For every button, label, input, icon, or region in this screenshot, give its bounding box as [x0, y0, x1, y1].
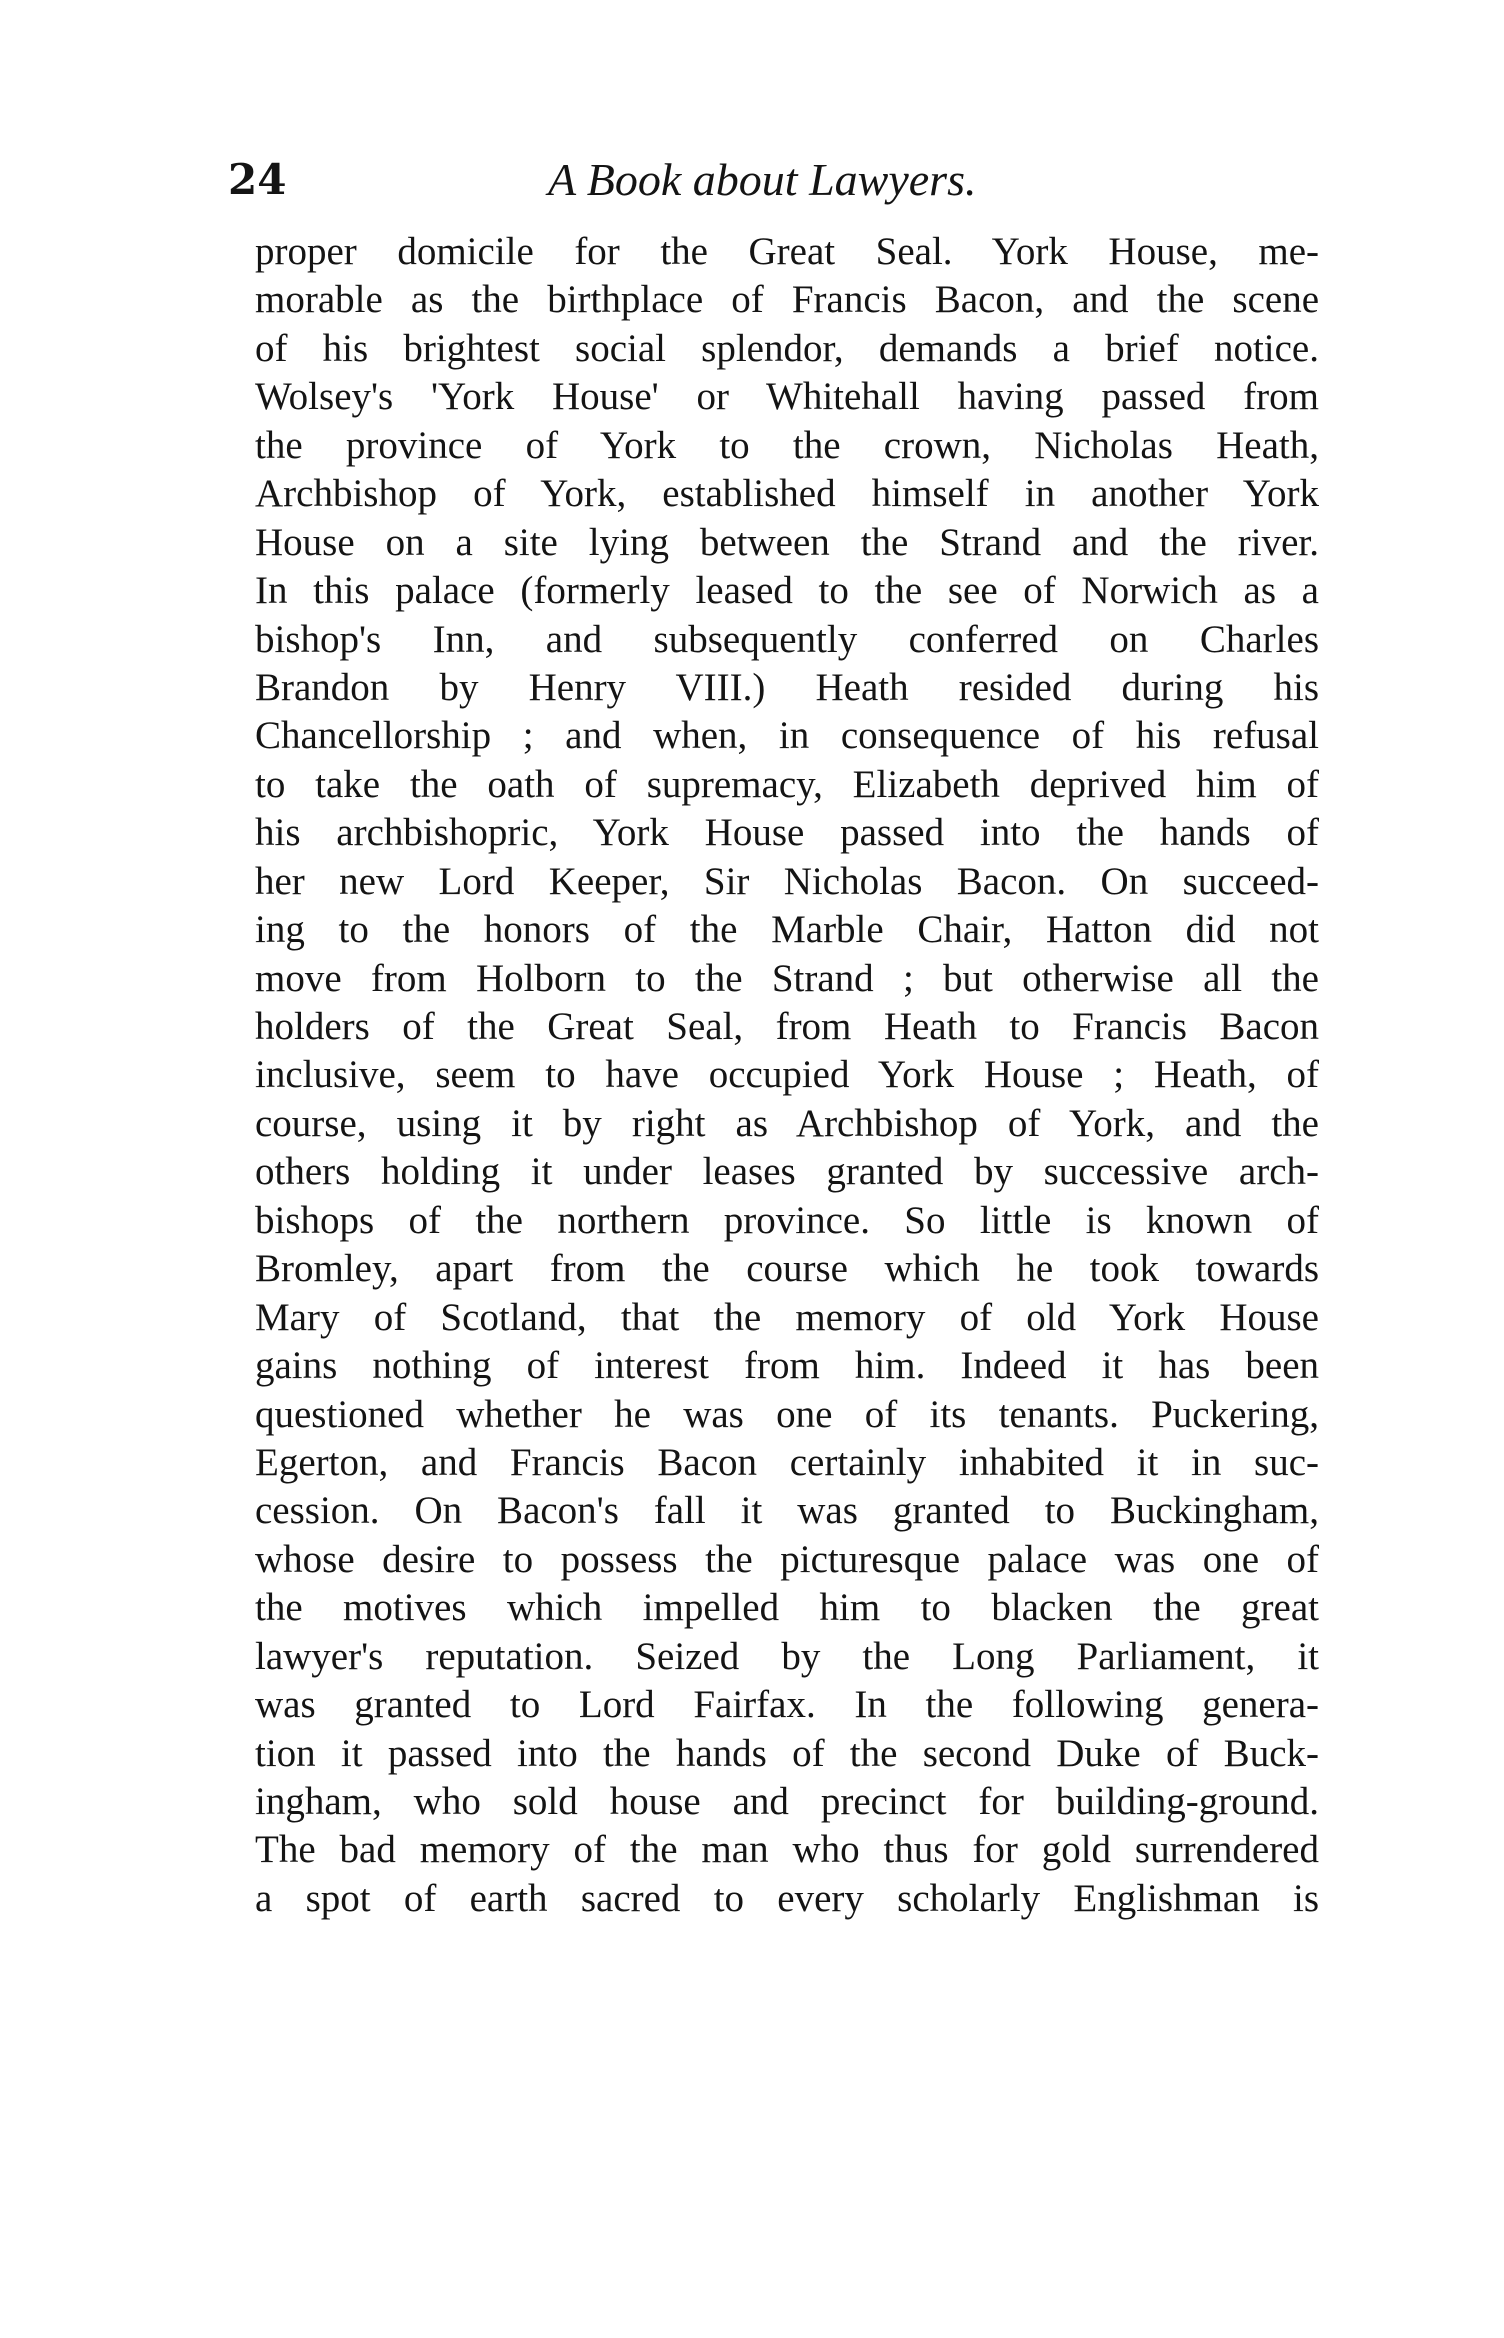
text-line: holders of the Great Seal, from Heath to Francis Bacon — [255, 1005, 1319, 1048]
text-line: bishop's Inn, and subsequently conferred on Charles — [255, 617, 1319, 661]
text-line: gains nothing of interest from him. Indeed it has been — [255, 1344, 1319, 1388]
text-line: Mary of Scotland, that the memory of old York House — [255, 1295, 1319, 1339]
text-line: the province of York to the crown, Nicholas Heath, — [255, 423, 1319, 467]
text-line: The bad memory of the man who thus for gold surrendered — [255, 1828, 1319, 1872]
text-line: inclusive, seem to have occupied York House ; Heath, of — [255, 1053, 1319, 1097]
text-line: ing to the honors of the Marble Chair, Hatton did not — [255, 908, 1319, 952]
text-line: Brandon by Henry VIII.) Heath resided during his — [255, 665, 1319, 709]
text-line: move from Holborn to the Strand ; but otherwise all the — [255, 956, 1319, 1000]
text-line: his archbishopric, York House passed into the hands of — [255, 811, 1319, 855]
text-line: others holding it under leases granted by successive arch- — [255, 1150, 1319, 1194]
page-number: 24 — [228, 155, 287, 204]
text-line: House on a site lying between the Strand and the river. — [255, 520, 1319, 564]
text-line: a spot of earth sacred to every scholarly Englishman is — [255, 1876, 1319, 1920]
text-line: of his brightest social splendor, demands a brief notice. — [255, 326, 1319, 370]
text-line: questioned whether he was one of its tenants. Puckering, — [255, 1392, 1319, 1436]
text-line: Bromley, apart from the course which he took towards — [255, 1247, 1319, 1291]
body-text — [255, 228, 1319, 1923]
text-line: proper domicile for the Great Seal. York House, me- — [255, 230, 1319, 273]
text-line: course, using it by right as Archbishop of York, and the — [255, 1101, 1319, 1145]
page-header — [228, 150, 1318, 210]
text-line: Egerton, and Francis Bacon certainly inhabited it in suc- — [255, 1440, 1319, 1484]
text-line: the motives which impelled him to blacken the great — [255, 1586, 1319, 1630]
text-line: her new Lord Keeper, Sir Nicholas Bacon. On succeed- — [255, 859, 1319, 903]
text-line: ingham, who sold house and precinct for building-ground. — [255, 1780, 1319, 1823]
text-line: cession. On Bacon's fall it was granted to Buckingham, — [255, 1489, 1319, 1533]
text-line: whose desire to possess the picturesque palace was one of — [255, 1537, 1319, 1581]
text-line: bishops of the northern province. So little is known of — [255, 1198, 1319, 1242]
text-line: was granted to Lord Fairfax. In the following genera- — [255, 1683, 1319, 1727]
text-line: lawyer's reputation. Seized by the Long Parliament, it — [255, 1634, 1319, 1678]
text-line: In this palace (formerly leased to the see of Norwich as a — [255, 569, 1319, 613]
text-line: tion it passed into the hands of the second Duke of Buck- — [255, 1731, 1319, 1775]
text-line: Wolsey's 'York House' or Whitehall having passed from — [255, 375, 1319, 419]
text-line: Archbishop of York, established himself in another York — [255, 472, 1319, 516]
text-line: morable as the birthplace of Francis Bacon, and the scene — [255, 278, 1319, 322]
text-line: to take the oath of supremacy, Elizabeth deprived him of — [255, 762, 1319, 806]
text-line: Chancellorship ; and when, in consequence of his refusal — [255, 714, 1319, 758]
running-title: A Book about Lawyers. — [548, 154, 977, 205]
